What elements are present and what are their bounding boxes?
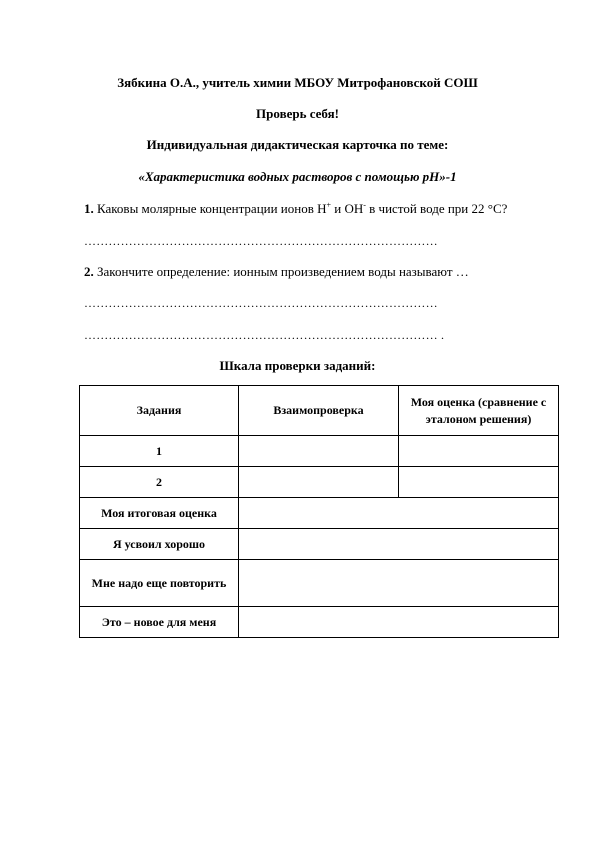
task-1-number: 1. bbox=[84, 201, 94, 216]
table-header-row bbox=[80, 386, 559, 436]
table-row-new-for-me bbox=[80, 607, 559, 638]
cell-self-task-2[interactable] bbox=[399, 467, 559, 498]
header-self-grade: Моя оценка (сравнение с эталоном решения) bbox=[399, 386, 559, 436]
table-row-task-1 bbox=[80, 436, 559, 467]
author-line: Зябкина О.А., учитель химии МБОУ Митрофановской СОШ bbox=[117, 75, 478, 90]
task-2-question bbox=[84, 264, 469, 280]
row-label-need-repeat: Мне надо еще повторить bbox=[80, 560, 239, 607]
header-peer-check: Взаимопроверка bbox=[239, 386, 399, 436]
ion-charge-minus: - bbox=[363, 200, 366, 210]
cell-learned-well[interactable] bbox=[239, 529, 559, 560]
table-row-learned-well bbox=[80, 529, 559, 560]
check-scale-table bbox=[79, 385, 559, 638]
table-row-task-2 bbox=[80, 467, 559, 498]
task-1-question bbox=[84, 201, 507, 217]
task-1-text-a: Каковы молярные концентрации ионов H bbox=[97, 201, 327, 216]
cell-self-task-1[interactable] bbox=[399, 436, 559, 467]
cell-need-repeat[interactable] bbox=[239, 560, 559, 607]
card-title: Индивидуальная дидактическая карточка по теме: bbox=[146, 137, 449, 152]
row-label-task-2: 2 bbox=[80, 467, 239, 498]
topic-title: «Характеристика водных растворов с помощью pH»-1 bbox=[138, 169, 457, 184]
task-2-answer-line-1: …………………………………………………………………………… bbox=[84, 296, 438, 310]
ion-charge-plus: + bbox=[326, 200, 332, 210]
task-1-answer-line: …………………………………………………………………………… bbox=[84, 234, 438, 248]
task-2-number: 2. bbox=[84, 264, 94, 279]
row-label-final-grade: Моя итоговая оценка bbox=[80, 498, 239, 529]
scale-title: Шкала проверки заданий: bbox=[219, 358, 376, 373]
task-2-text: Закончите определение: ионным произведением воды называют … bbox=[97, 264, 469, 279]
cell-new-for-me[interactable] bbox=[239, 607, 559, 638]
header-tasks: Задания bbox=[80, 386, 239, 436]
table-row-need-repeat bbox=[80, 560, 559, 607]
cell-final-grade[interactable] bbox=[239, 498, 559, 529]
row-label-task-1: 1 bbox=[80, 436, 239, 467]
task-2-answer-line-2: …………………………………………………………………………… . bbox=[84, 328, 445, 342]
row-label-new-for-me: Это – новое для меня bbox=[80, 607, 239, 638]
check-title: Проверь себя! bbox=[256, 106, 339, 121]
table-row-final-grade bbox=[80, 498, 559, 529]
cell-peer-task-2[interactable] bbox=[239, 467, 399, 498]
task-1-text-b: и OH bbox=[334, 201, 364, 216]
row-label-learned-well: Я усвоил хорошо bbox=[80, 529, 239, 560]
task-1-text-c: в чистой воде при 22 °C? bbox=[369, 201, 508, 216]
cell-peer-task-1[interactable] bbox=[239, 436, 399, 467]
